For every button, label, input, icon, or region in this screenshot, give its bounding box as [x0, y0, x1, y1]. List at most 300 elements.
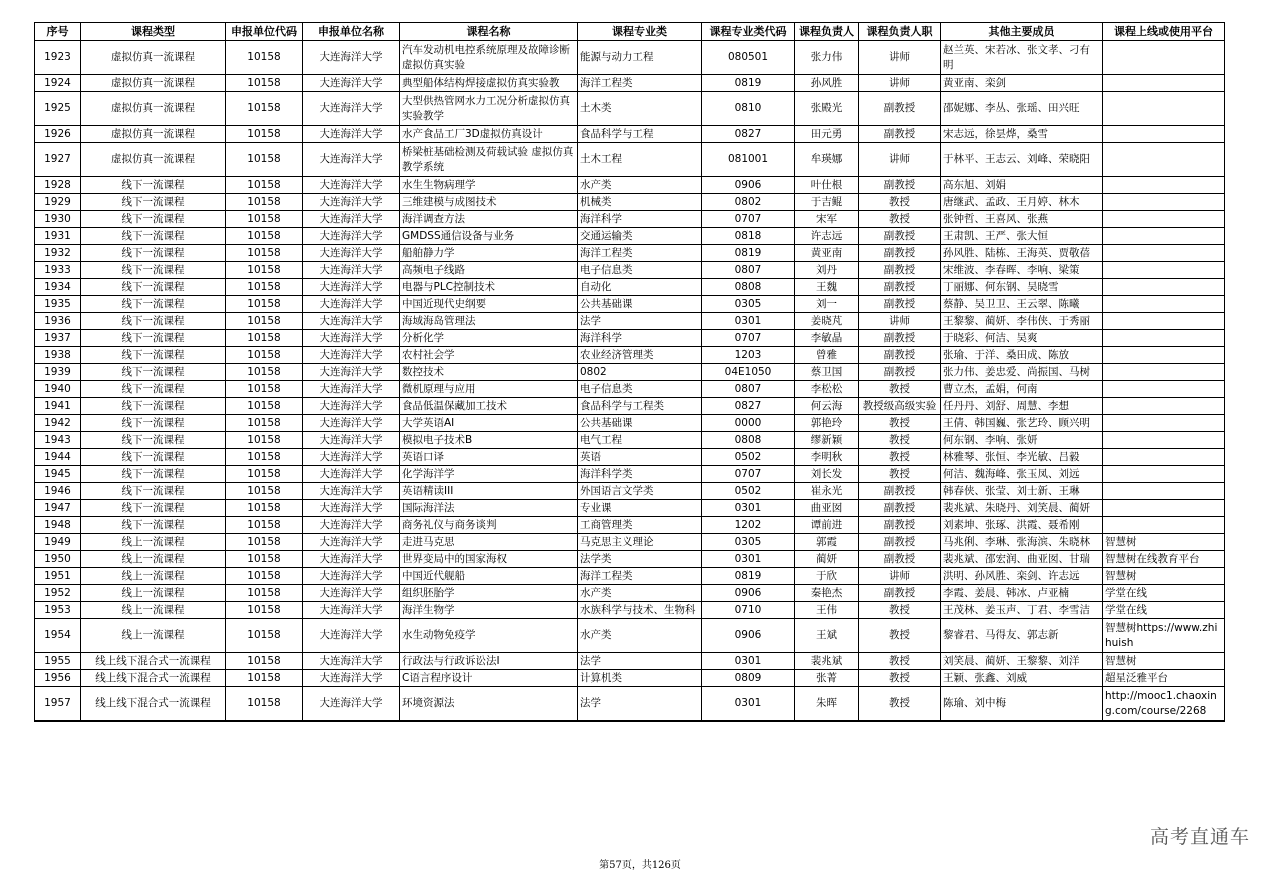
cell-leader-title: 教授	[859, 653, 941, 670]
cell-leader: 张殿光	[795, 92, 859, 126]
cell-leader-title: 讲师	[859, 75, 941, 92]
cell-index: 1939	[35, 364, 81, 381]
cell-major-category: 0802	[578, 364, 702, 381]
cell-major-code: 0301	[702, 313, 795, 330]
cell-course-type: 线下一流课程	[81, 415, 226, 432]
header-unit-name: 申报单位名称	[303, 23, 400, 41]
course-table	[34, 22, 1225, 722]
cell-unit-code: 10158	[226, 262, 303, 279]
cell-unit-name: 大连海洋大学	[303, 296, 400, 313]
cell-unit-name: 大连海洋大学	[303, 517, 400, 534]
cell-major-category: 专业课	[578, 500, 702, 517]
cell-course-name: 行政法与行政诉讼法Ⅰ	[400, 653, 578, 670]
cell-leader-title: 教授	[859, 211, 941, 228]
cell-platform	[1103, 245, 1225, 262]
cell-platform	[1103, 398, 1225, 415]
table-row	[35, 126, 1225, 143]
cell-index: 1931	[35, 228, 81, 245]
table-row	[35, 415, 1225, 432]
cell-major-category: 海洋科学	[578, 211, 702, 228]
cell-leader-title: 副教授	[859, 262, 941, 279]
cell-major-category: 公共基础课	[578, 296, 702, 313]
cell-leader: 谭前进	[795, 517, 859, 534]
cell-major-code: 0707	[702, 466, 795, 483]
cell-members: 林雅琴、张恒、李光敏、吕毅	[941, 449, 1103, 466]
cell-index: 1934	[35, 279, 81, 296]
cell-major-category: 能源与动力工程	[578, 41, 702, 75]
cell-course-name: 电器与PLC控制技术	[400, 279, 578, 296]
cell-unit-code: 10158	[226, 245, 303, 262]
cell-course-name: 环境资源法	[400, 687, 578, 722]
cell-unit-code: 10158	[226, 296, 303, 313]
cell-course-type: 线下一流课程	[81, 398, 226, 415]
cell-unit-name: 大连海洋大学	[303, 177, 400, 194]
cell-major-category: 电子信息类	[578, 381, 702, 398]
cell-members: 宋维波、李春晖、李响、梁策	[941, 262, 1103, 279]
cell-index: 1936	[35, 313, 81, 330]
table-row	[35, 75, 1225, 92]
cell-leader: 姜晓芃	[795, 313, 859, 330]
cell-major-category: 法学类	[578, 551, 702, 568]
cell-major-category: 水产类	[578, 177, 702, 194]
cell-unit-name: 大连海洋大学	[303, 228, 400, 245]
cell-platform	[1103, 364, 1225, 381]
cell-members: 裴兆斌、邵宏润、曲亚囡、甘瑞	[941, 551, 1103, 568]
cell-leader-title: 副教授	[859, 92, 941, 126]
cell-unit-code: 10158	[226, 500, 303, 517]
table-row	[35, 177, 1225, 194]
table-row	[35, 517, 1225, 534]
cell-major-code: 1203	[702, 347, 795, 364]
cell-leader: 刘长发	[795, 466, 859, 483]
cell-platform	[1103, 415, 1225, 432]
cell-members: 赵兰英、宋若冰、张文孝、刁有明	[941, 41, 1103, 75]
cell-index: 1944	[35, 449, 81, 466]
cell-major-code: 0710	[702, 602, 795, 619]
cell-course-type: 线下一流课程	[81, 517, 226, 534]
cell-index: 1935	[35, 296, 81, 313]
table-row	[35, 279, 1225, 296]
cell-major-code: 081001	[702, 143, 795, 177]
cell-leader: 李松松	[795, 381, 859, 398]
cell-course-type: 线下一流课程	[81, 245, 226, 262]
cell-course-type: 线下一流课程	[81, 194, 226, 211]
cell-index: 1942	[35, 415, 81, 432]
table-row	[35, 92, 1225, 126]
cell-leader-title: 副教授	[859, 279, 941, 296]
cell-course-type: 线上一流课程	[81, 534, 226, 551]
header-major-code: 课程专业类代码	[702, 23, 795, 41]
cell-leader-title: 副教授	[859, 177, 941, 194]
cell-course-name: 中国近现代史纲要	[400, 296, 578, 313]
cell-major-code: 0809	[702, 670, 795, 687]
cell-unit-name: 大连海洋大学	[303, 126, 400, 143]
cell-platform: 智慧树在线教育平台	[1103, 551, 1225, 568]
cell-unit-name: 大连海洋大学	[303, 143, 400, 177]
cell-major-category: 海洋工程类	[578, 245, 702, 262]
cell-index: 1937	[35, 330, 81, 347]
cell-platform	[1103, 211, 1225, 228]
cell-leader-title: 讲师	[859, 568, 941, 585]
cell-leader-title: 教授	[859, 194, 941, 211]
cell-members: 唐继武、孟政、王月婷、林木	[941, 194, 1103, 211]
cell-course-name: 高频电子线路	[400, 262, 578, 279]
cell-leader-title: 讲师	[859, 41, 941, 75]
cell-unit-name: 大连海洋大学	[303, 313, 400, 330]
cell-course-name: 化学海洋学	[400, 466, 578, 483]
cell-major-code: 0301	[702, 653, 795, 670]
cell-unit-name: 大连海洋大学	[303, 568, 400, 585]
cell-course-name: 海洋生物学	[400, 602, 578, 619]
cell-course-type: 线上一流课程	[81, 619, 226, 653]
cell-major-category: 食品科学与工程	[578, 126, 702, 143]
table-row	[35, 466, 1225, 483]
cell-major-code: 0906	[702, 585, 795, 602]
cell-major-code: 0906	[702, 619, 795, 653]
cell-course-name: 典型船体结构焊接虚拟仿真实验教	[400, 75, 578, 92]
table-row	[35, 670, 1225, 687]
cell-leader-title: 讲师	[859, 143, 941, 177]
cell-major-code: 1202	[702, 517, 795, 534]
cell-unit-name: 大连海洋大学	[303, 551, 400, 568]
header-platform: 课程上线或使用平台	[1103, 23, 1225, 41]
cell-major-code: 0707	[702, 211, 795, 228]
cell-unit-code: 10158	[226, 483, 303, 500]
cell-unit-code: 10158	[226, 347, 303, 364]
table-row	[35, 398, 1225, 415]
cell-major-category: 法学	[578, 313, 702, 330]
cell-major-code: 0301	[702, 687, 795, 722]
cell-index: 1927	[35, 143, 81, 177]
cell-platform	[1103, 466, 1225, 483]
cell-course-name: C语言程序设计	[400, 670, 578, 687]
cell-unit-code: 10158	[226, 330, 303, 347]
cell-course-name: 水产食品工厂3D虚拟仿真设计	[400, 126, 578, 143]
cell-course-type: 线下一流课程	[81, 313, 226, 330]
cell-leader: 田元勇	[795, 126, 859, 143]
cell-major-code: 04E1050	[702, 364, 795, 381]
cell-unit-name: 大连海洋大学	[303, 432, 400, 449]
cell-major-code: 0305	[702, 534, 795, 551]
cell-course-name: 微机原理与应用	[400, 381, 578, 398]
cell-index: 1940	[35, 381, 81, 398]
cell-leader-title: 教授	[859, 415, 941, 432]
cell-unit-name: 大连海洋大学	[303, 398, 400, 415]
cell-members: 马兆俐、李琳、张海滨、朱晓林	[941, 534, 1103, 551]
cell-members: 蔡静、吴卫卫、王云翠、陈曦	[941, 296, 1103, 313]
cell-platform	[1103, 313, 1225, 330]
cell-members: 王倩、韩国巍、张艺玲、顾兴明	[941, 415, 1103, 432]
cell-leader-title: 副教授	[859, 245, 941, 262]
cell-course-name: 水生生物病理学	[400, 177, 578, 194]
cell-major-category: 海洋科学	[578, 330, 702, 347]
cell-platform	[1103, 228, 1225, 245]
cell-leader-title: 教授	[859, 619, 941, 653]
cell-members: 丁丽娜、何东钢、吴晓雪	[941, 279, 1103, 296]
cell-index: 1952	[35, 585, 81, 602]
cell-unit-name: 大连海洋大学	[303, 602, 400, 619]
cell-unit-name: 大连海洋大学	[303, 483, 400, 500]
table-row	[35, 296, 1225, 313]
cell-course-name: 船舶静力学	[400, 245, 578, 262]
cell-major-code: 0802	[702, 194, 795, 211]
cell-platform: 智慧树	[1103, 568, 1225, 585]
cell-major-category: 农业经济管理类	[578, 347, 702, 364]
cell-leader-title: 副教授	[859, 364, 941, 381]
cell-leader: 李明秋	[795, 449, 859, 466]
cell-course-type: 线上线下混合式一流课程	[81, 687, 226, 722]
cell-unit-code: 10158	[226, 364, 303, 381]
cell-members: 于晓彩、何洁、吴爽	[941, 330, 1103, 347]
cell-major-code: 0301	[702, 500, 795, 517]
cell-index: 1947	[35, 500, 81, 517]
table-row	[35, 687, 1225, 722]
cell-members: 王茂林、姜玉声、丁君、李雪洁	[941, 602, 1103, 619]
cell-index: 1941	[35, 398, 81, 415]
cell-course-name: 商务礼仪与商务谈判	[400, 517, 578, 534]
cell-unit-name: 大连海洋大学	[303, 585, 400, 602]
cell-major-code: 0808	[702, 279, 795, 296]
cell-major-category: 水产类	[578, 619, 702, 653]
cell-major-category: 自动化	[578, 279, 702, 296]
cell-major-category: 计算机类	[578, 670, 702, 687]
cell-platform	[1103, 500, 1225, 517]
page-footer: 第57页，共126页	[599, 860, 681, 871]
header-index: 序号	[35, 23, 81, 41]
cell-course-name: 食品低温保藏加工技术	[400, 398, 578, 415]
cell-course-name: 英语精读III	[400, 483, 578, 500]
cell-unit-name: 大连海洋大学	[303, 534, 400, 551]
cell-major-category: 电子信息类	[578, 262, 702, 279]
cell-platform	[1103, 41, 1225, 75]
watermark: 高考直通车	[1149, 826, 1250, 848]
cell-leader: 叶仕根	[795, 177, 859, 194]
cell-major-category: 海洋工程类	[578, 568, 702, 585]
cell-leader-title: 副教授	[859, 500, 941, 517]
cell-unit-name: 大连海洋大学	[303, 415, 400, 432]
cell-course-type: 线上一流课程	[81, 585, 226, 602]
cell-platform: 智慧树	[1103, 653, 1225, 670]
cell-course-name: 大学英语AⅠ	[400, 415, 578, 432]
cell-major-category: 法学	[578, 687, 702, 722]
cell-unit-code: 10158	[226, 449, 303, 466]
table-row	[35, 551, 1225, 568]
cell-major-code: 0707	[702, 330, 795, 347]
cell-unit-code: 10158	[226, 432, 303, 449]
cell-unit-code: 10158	[226, 177, 303, 194]
cell-platform	[1103, 262, 1225, 279]
cell-unit-code: 10158	[226, 415, 303, 432]
cell-index: 1928	[35, 177, 81, 194]
cell-major-code: 0502	[702, 483, 795, 500]
cell-members: 王黎黎、蔺妍、李伟侠、于秀丽	[941, 313, 1103, 330]
header-leader: 课程负责人	[795, 23, 859, 41]
cell-platform: 智慧树https://www.zhihuish	[1103, 619, 1225, 653]
cell-members: 洪明、孙风胜、栾剑、许志远	[941, 568, 1103, 585]
cell-major-category: 法学	[578, 653, 702, 670]
cell-members: 王颖、张鑫、刘威	[941, 670, 1103, 687]
cell-leader: 王魏	[795, 279, 859, 296]
cell-leader: 何云海	[795, 398, 859, 415]
cell-course-type: 线下一流课程	[81, 381, 226, 398]
cell-course-name: 农村社会学	[400, 347, 578, 364]
table-row	[35, 262, 1225, 279]
cell-leader-title: 教授	[859, 381, 941, 398]
cell-course-name: 英语口译	[400, 449, 578, 466]
cell-course-name: 分析化学	[400, 330, 578, 347]
cell-major-category: 公共基础课	[578, 415, 702, 432]
cell-platform: 学堂在线	[1103, 602, 1225, 619]
cell-platform: 学堂在线	[1103, 585, 1225, 602]
cell-course-type: 线上一流课程	[81, 602, 226, 619]
cell-leader: 崔永光	[795, 483, 859, 500]
cell-leader: 于欣	[795, 568, 859, 585]
cell-platform	[1103, 279, 1225, 296]
cell-major-code: 0305	[702, 296, 795, 313]
cell-members: 高东旭、刘娟	[941, 177, 1103, 194]
header-leader-title: 课程负责人职	[859, 23, 941, 41]
cell-index: 1938	[35, 347, 81, 364]
cell-platform	[1103, 449, 1225, 466]
cell-course-name: GMDSS通信设备与业务	[400, 228, 578, 245]
cell-unit-code: 10158	[226, 313, 303, 330]
cell-leader: 刘丹	[795, 262, 859, 279]
cell-members: 王肃凯、王严、张大恒	[941, 228, 1103, 245]
cell-index: 1945	[35, 466, 81, 483]
cell-platform	[1103, 347, 1225, 364]
cell-unit-code: 10158	[226, 194, 303, 211]
cell-major-category: 海洋科学类	[578, 466, 702, 483]
cell-index: 1956	[35, 670, 81, 687]
cell-leader: 黄亚南	[795, 245, 859, 262]
cell-major-category: 土木类	[578, 92, 702, 126]
header-members: 其他主要成员	[941, 23, 1103, 41]
cell-leader-title: 副教授	[859, 483, 941, 500]
cell-major-code: 0000	[702, 415, 795, 432]
cell-course-type: 线下一流课程	[81, 330, 226, 347]
cell-major-category: 外国语言文学类	[578, 483, 702, 500]
cell-index: 1943	[35, 432, 81, 449]
table-row	[35, 602, 1225, 619]
cell-leader-title: 副教授	[859, 228, 941, 245]
table-row	[35, 228, 1225, 245]
cell-unit-code: 10158	[226, 279, 303, 296]
cell-unit-code: 10158	[226, 585, 303, 602]
table-body	[35, 41, 1225, 722]
cell-members: 刘笑晨、蔺妍、王黎黎、刘洋	[941, 653, 1103, 670]
cell-index: 1949	[35, 534, 81, 551]
cell-unit-code: 10158	[226, 670, 303, 687]
cell-course-name: 模拟电子技术B	[400, 432, 578, 449]
cell-members: 张瑜、于洋、桑田成、陈放	[941, 347, 1103, 364]
table-row	[35, 41, 1225, 75]
cell-platform	[1103, 330, 1225, 347]
cell-leader: 秦艳杰	[795, 585, 859, 602]
cell-course-name: 中国近代舰船	[400, 568, 578, 585]
cell-unit-code: 10158	[226, 568, 303, 585]
cell-members: 裴兆斌、朱晓丹、刘笑晨、蔺妍	[941, 500, 1103, 517]
cell-index: 1932	[35, 245, 81, 262]
cell-major-code: 0906	[702, 177, 795, 194]
cell-leader-title: 教授	[859, 602, 941, 619]
cell-index: 1926	[35, 126, 81, 143]
cell-members: 于林平、王志云、刘峰、荣晓阳	[941, 143, 1103, 177]
cell-course-type: 线上一流课程	[81, 568, 226, 585]
cell-course-type: 虚拟仿真一流课程	[81, 92, 226, 126]
header-course-name: 课程名称	[400, 23, 578, 41]
cell-leader-title: 教授	[859, 449, 941, 466]
table-row	[35, 381, 1225, 398]
cell-leader: 朱晖	[795, 687, 859, 722]
cell-course-name: 桥梁桩基础检测及荷载试验 虚拟仿真教学系统	[400, 143, 578, 177]
cell-leader-title: 教授	[859, 466, 941, 483]
cell-course-name: 走进马克思	[400, 534, 578, 551]
cell-course-name: 水生动物免疫学	[400, 619, 578, 653]
cell-platform	[1103, 92, 1225, 126]
header-unit-code: 申报单位代码	[226, 23, 303, 41]
cell-course-type: 虚拟仿真一流课程	[81, 41, 226, 75]
cell-major-code: 0827	[702, 126, 795, 143]
cell-unit-name: 大连海洋大学	[303, 41, 400, 75]
cell-course-type: 线下一流课程	[81, 432, 226, 449]
cell-major-category: 工商管理类	[578, 517, 702, 534]
cell-major-category: 海洋工程类	[578, 75, 702, 92]
cell-platform	[1103, 126, 1225, 143]
cell-major-code: 0819	[702, 75, 795, 92]
cell-course-type: 线上线下混合式一流课程	[81, 653, 226, 670]
cell-index: 1953	[35, 602, 81, 619]
cell-course-type: 线下一流课程	[81, 279, 226, 296]
cell-leader: 蔺妍	[795, 551, 859, 568]
cell-platform	[1103, 483, 1225, 500]
cell-index: 1951	[35, 568, 81, 585]
cell-course-type: 线下一流课程	[81, 364, 226, 381]
cell-index: 1933	[35, 262, 81, 279]
table-row	[35, 585, 1225, 602]
cell-major-category: 水族科学与技术、生物科	[578, 602, 702, 619]
cell-leader-title: 教授	[859, 432, 941, 449]
cell-course-type: 线上一流课程	[81, 551, 226, 568]
table-row	[35, 211, 1225, 228]
cell-unit-code: 10158	[226, 551, 303, 568]
table-row	[35, 483, 1225, 500]
cell-leader: 裴兆斌	[795, 653, 859, 670]
cell-unit-code: 10158	[226, 143, 303, 177]
cell-unit-name: 大连海洋大学	[303, 245, 400, 262]
cell-index: 1950	[35, 551, 81, 568]
table-row	[35, 619, 1225, 653]
cell-unit-name: 大连海洋大学	[303, 347, 400, 364]
cell-unit-name: 大连海洋大学	[303, 194, 400, 211]
table-row	[35, 143, 1225, 177]
cell-unit-name: 大连海洋大学	[303, 364, 400, 381]
cell-course-name: 汽车发动机电控系统原理及故障诊断虚拟仿真实验	[400, 41, 578, 75]
cell-course-name: 海洋调查方法	[400, 211, 578, 228]
cell-leader-title: 副教授	[859, 585, 941, 602]
cell-unit-code: 10158	[226, 126, 303, 143]
cell-leader: 郭艳玲	[795, 415, 859, 432]
cell-major-code: 0502	[702, 449, 795, 466]
header-major-category: 课程专业类	[578, 23, 702, 41]
cell-index: 1924	[35, 75, 81, 92]
cell-index: 1948	[35, 517, 81, 534]
cell-platform	[1103, 296, 1225, 313]
cell-index: 1925	[35, 92, 81, 126]
cell-platform	[1103, 194, 1225, 211]
cell-unit-name: 大连海洋大学	[303, 653, 400, 670]
cell-members: 曹立杰，孟娟，何南	[941, 381, 1103, 398]
cell-unit-code: 10158	[226, 517, 303, 534]
